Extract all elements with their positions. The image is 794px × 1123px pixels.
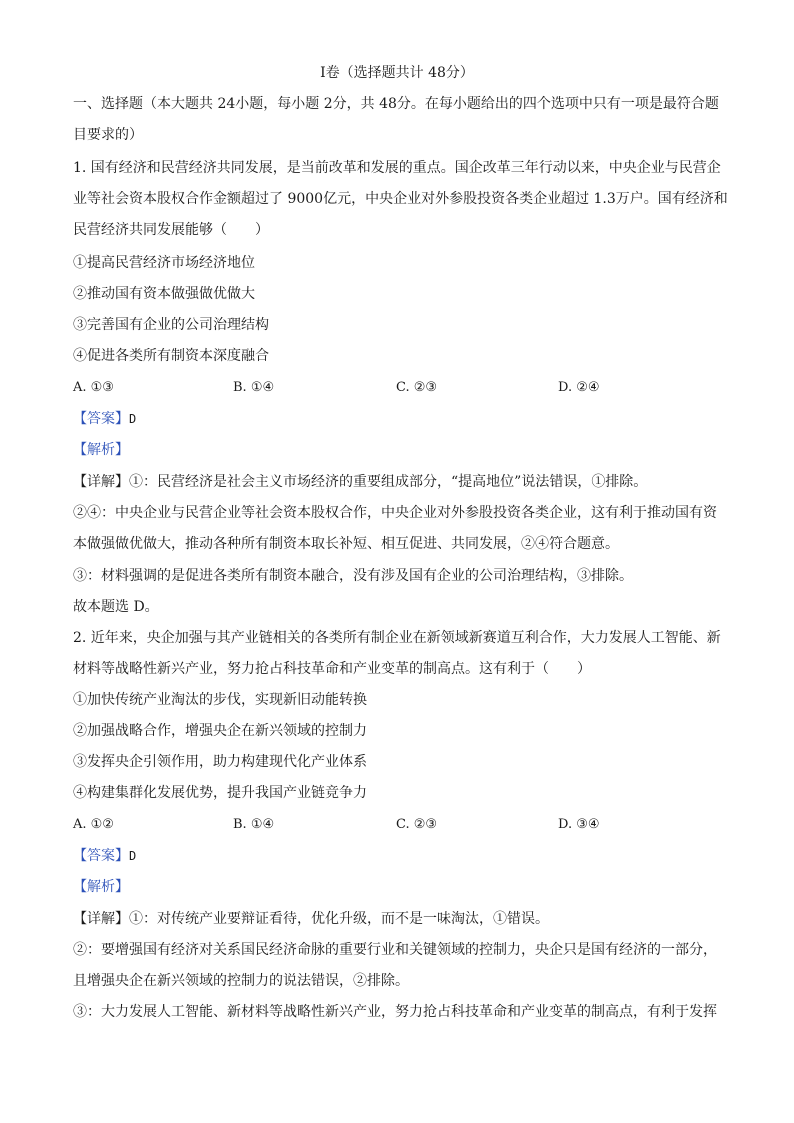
q1-option-d: D. ②④	[558, 380, 600, 395]
q1-options	[73, 377, 733, 399]
q1-detail-text-1: ①：民营经济是社会主义市场经济的重要组成部分，“提高地位”说法错误，①排除。	[129, 474, 648, 490]
q2-option-c: C. ②③	[396, 817, 438, 832]
q2-item-3: ③发挥央企引领作用，助力构建现代化产业体系	[73, 754, 367, 770]
q1-answer-tag: 【答案】	[73, 411, 129, 427]
q1-answer-value: D	[129, 412, 137, 426]
q2-options	[73, 814, 733, 836]
q2-item-4: ④构建集群化发展优势，提升我国产业链竞争力	[73, 785, 367, 801]
q1-detail-tag: 【详解】	[73, 474, 129, 490]
q1-analysis-label: 【解析】	[73, 442, 129, 458]
q1-detail-line-1	[73, 471, 733, 493]
q2-answer-tag: 【答案】	[73, 848, 129, 864]
q2-detail-line-4: ③：大力发展人工智能、新材料等战略性新兴产业，努力抢占科技革命和产业变革的制高点，有利于发挥	[73, 1004, 717, 1020]
q1-detail-line-4: ③：材料强调的是促进各类所有制资本融合，没有涉及国有企业的公司治理结构，③排除。	[73, 568, 633, 584]
q2-detail-line-3: 且增强央企在新兴领域的控制力的说法错误，②排除。	[73, 973, 409, 989]
q2-answer	[73, 845, 733, 867]
section-heading-line-2: 目要求的）	[73, 127, 143, 143]
section-heading-line-1: 一、选择题（本大题共 24小题，每小题 2分，共 48分。在每小题给出的四个选项中只有一项是最符合题	[73, 96, 719, 112]
q2-item-1: ①加快传统产业淘汰的步伐，实现新旧动能转换	[73, 692, 367, 708]
q1-answer	[73, 408, 733, 430]
q1-option-a: A. ①③	[73, 380, 114, 395]
q2-detail-line-2: ②：要增强国有经济对关系国民经济命脉的重要行业和关键领域的控制力，央企只是国有经济的一部分，	[73, 942, 717, 958]
q2-detail-text-1: ①：对传统产业要辩证看待，优化升级，而不是一味淘汰，①错误。	[129, 911, 549, 927]
q2-stem-line-1: 2. 近年来，央企加强与其产业链相关的各类所有制企业在新领域新赛道互利合作，大力发展人工智能、新	[73, 630, 721, 646]
q1-stem-line-1: 1. 国有经济和民营经济共同发展，是当前改革和发展的重点。国企改革三年行动以来，中央企业与民营企	[73, 160, 721, 176]
q2-analysis-label: 【解析】	[73, 879, 129, 895]
page-title: I卷（选择题共计 48分）	[320, 65, 474, 81]
q1-stem-line-3: 民营经济共同发展能够（ ）	[73, 222, 269, 238]
q2-item-2: ②加强战略合作，增强央企在新兴领域的控制力	[73, 723, 367, 739]
q1-option-b: B. ①④	[233, 380, 275, 395]
q2-answer-value: D	[129, 849, 137, 863]
q2-analysis-tag	[73, 876, 733, 898]
q2-stem-line-2: 材料等战略性新兴产业，努力抢占科技革命和产业变革的制高点。这有利于（ ）	[73, 661, 591, 677]
q2-option-b: B. ①④	[233, 817, 275, 832]
q2-option-a: A. ①②	[73, 817, 114, 832]
q1-item-1: ①提高民营经济市场经济地位	[73, 255, 255, 271]
q1-stem-line-2: 业等社会资本股权合作金额超过了 9000亿元，中央企业对外参股投资各类企业超过 1.3万户。国有经济和	[73, 191, 728, 207]
q1-item-4: ④促进各类所有制资本深度融合	[73, 348, 269, 364]
q1-conclusion: 故本题选 D。	[73, 599, 159, 615]
q1-option-c: C. ②③	[396, 380, 438, 395]
q1-item-3: ③完善国有企业的公司治理结构	[73, 317, 269, 333]
q1-item-2: ②推动国有资本做强做优做大	[73, 286, 255, 302]
q1-detail-line-3: 本做强做优做大，推动各种所有制资本取长补短、相互促进、共同发展，②④符合题意。	[73, 536, 619, 552]
q2-detail-tag: 【详解】	[73, 911, 129, 927]
q1-detail-line-2: ②④：中央企业与民营企业等社会资本股权合作，中央企业对外参股投资各类企业，这有利于推动国有资	[73, 505, 717, 521]
q2-option-d: D. ③④	[558, 817, 600, 832]
q1-analysis-tag	[73, 439, 733, 461]
q2-detail-line-1	[73, 908, 733, 930]
